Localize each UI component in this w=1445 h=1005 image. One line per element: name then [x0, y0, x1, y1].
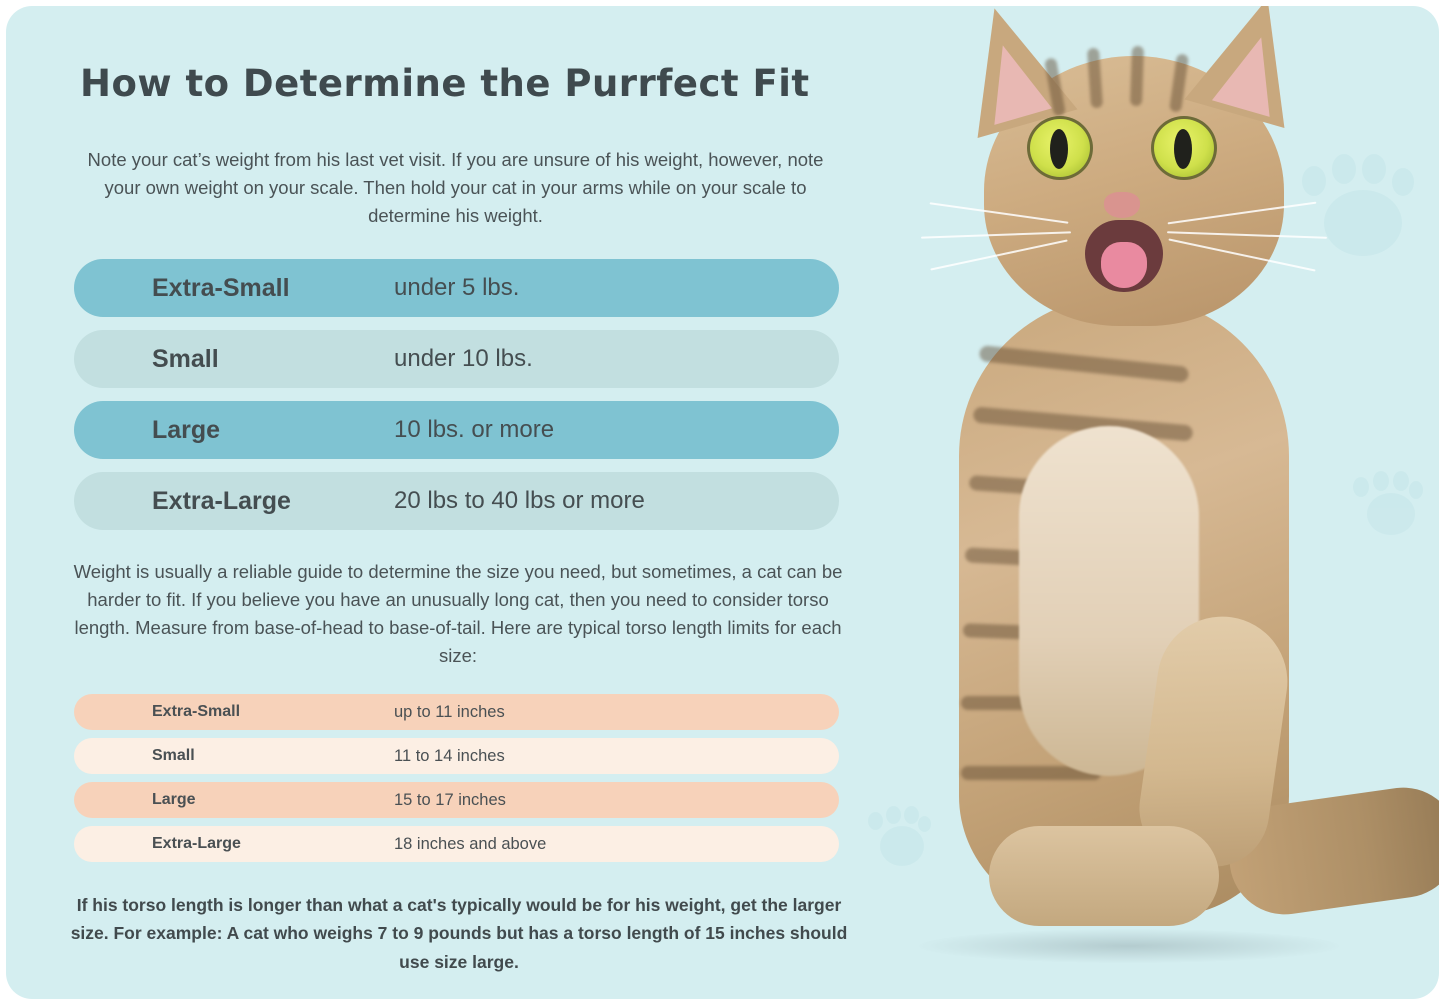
size-label: Large: [152, 791, 196, 808]
table-row: [74, 694, 839, 730]
size-value: 20 lbs to 40 lbs or more: [394, 487, 645, 514]
intro-paragraph: Note your cat’s weight from his last vet visit. If you are unsure of his weight, however, note your own weight on your scale. Then hold your cat in your arms while on your scale to determine his weight.: [87, 149, 824, 227]
content-column: [6, 6, 886, 999]
weight-size-table: [74, 259, 839, 543]
size-label: Extra-Small: [152, 273, 290, 302]
cat-illustration: [899, 6, 1439, 956]
size-label: Extra-Large: [152, 835, 241, 852]
size-value: under 10 lbs.: [394, 345, 533, 372]
table-row: [74, 738, 839, 774]
table-row: [74, 401, 839, 459]
size-label: Small: [152, 747, 195, 764]
table-row: [74, 330, 839, 388]
table-row: [74, 782, 839, 818]
torso-intro-paragraph: Weight is usually a reliable guide to determine the size you need, but sometimes, a cat can be harder to fit. If you believe you have an unusually long cat, then you need to consider torso length. Measure from base-of-head to base-of-tail. Here are typical torso length limits for each size:: [73, 561, 843, 667]
size-label: Extra-Large: [152, 486, 291, 515]
size-value: 18 inches and above: [394, 834, 547, 853]
size-value: under 5 lbs.: [394, 274, 520, 301]
table-row: [74, 472, 839, 530]
size-value: 10 lbs. or more: [394, 416, 555, 443]
infographic-card: [6, 6, 1439, 999]
footnote-paragraph: If his torso length is longer than what a cat's typically would be for his weight, get the larger size. For example: A cat who weighs 7 to 9 pounds but has a torso length of 15 inches should use size large.: [70, 895, 848, 972]
size-value: up to 11 inches: [394, 702, 505, 721]
torso-length-table: [74, 694, 839, 870]
table-row: [74, 259, 839, 317]
cat-photo: [879, 6, 1439, 999]
size-value: 11 to 14 inches: [394, 746, 505, 765]
size-label: Extra-Small: [152, 703, 241, 720]
page-title: How to Determine the Purrfect Fit: [80, 62, 810, 105]
size-value: 15 to 17 inches: [394, 790, 506, 809]
table-row: [74, 826, 839, 862]
size-label: Small: [152, 344, 219, 373]
size-label: Large: [152, 415, 221, 444]
